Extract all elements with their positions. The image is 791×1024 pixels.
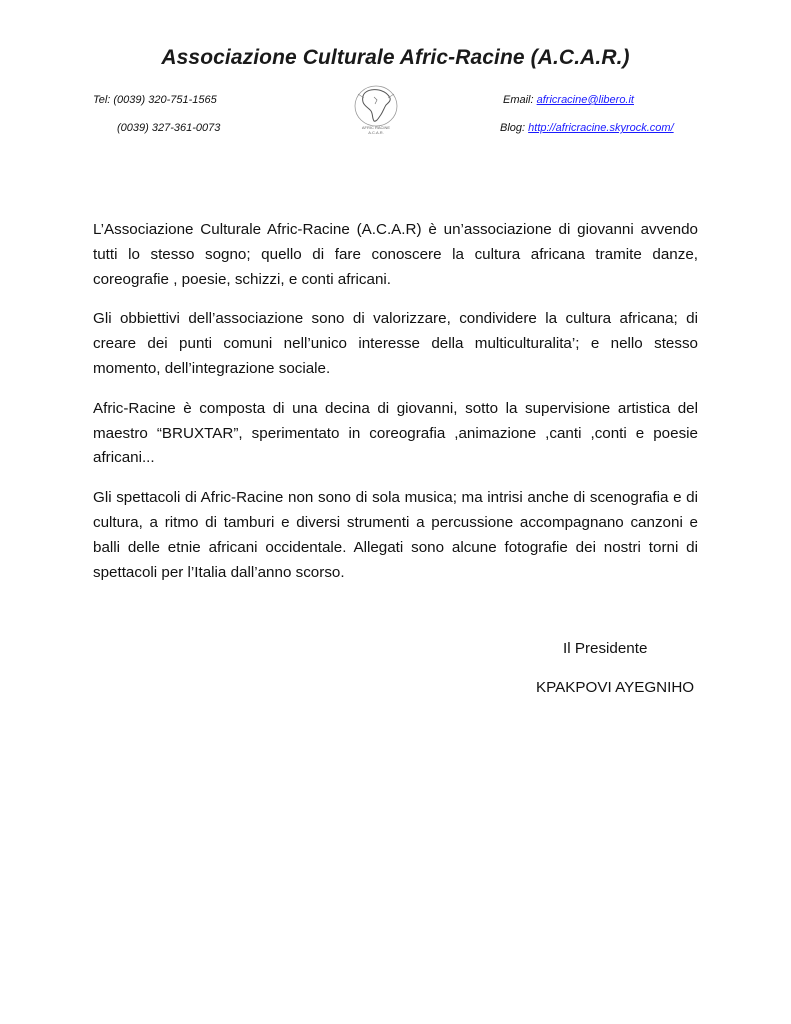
africa-logo-icon	[350, 80, 402, 136]
blog-line	[500, 122, 674, 134]
phone-number-2: (0039) 327-361-0073	[117, 122, 221, 134]
email-label: Email:	[503, 94, 537, 106]
signature-name: KPAKPOVI AYEGNIHO	[536, 679, 695, 696]
paragraph-3: Afric-Racine è composta di una decina di giovanni, sotto la supervisione artistica del maestro “BRUXTAR”, sperimentato in coreografia ,animazione ,canti ,conti e poesie africani...	[93, 399, 698, 467]
svg-text:A.C.A.R.: A.C.A.R.	[368, 130, 384, 135]
email-link[interactable]: africracine@libero.it	[536, 94, 634, 106]
blog-link[interactable]: http://africracine.skyrock.com/	[528, 122, 674, 134]
email-line	[503, 94, 634, 106]
phone-number-1: Tel: (0039) 320-751-1565	[93, 94, 217, 106]
paragraph-4: Gli spettacoli di Afric-Racine non sono di sola musica; ma intrisi anche di scenografia e di cultura, a ritmo di tamburi e diversi strumenti a percussione accompagnano canzoni e balli delle etnie africani occidentale. Allegati sono alcune fotografie dei nostri torni di spettacoli per l’Italia dall’anno scorso.	[93, 489, 698, 581]
paragraph-1: L’Associazione Culturale Afric-Racine (A.C.A.R) è un’associazione di giovanni avvendo tutti lo stesso sogno; quello di fare conoscere la cultura africana tramite danze, coreografie , poesie, schizzi, e conti africani.	[93, 221, 698, 288]
signature-role: Il Presidente	[563, 640, 648, 657]
blog-label: Blog:	[500, 122, 529, 134]
document-title: Associazione Culturale Afric-Racine (A.C.A.R.)	[161, 46, 630, 69]
paragraph-2: Gli obbiettivi dell’associazione sono di valorizzare, condividere la cultura africana; di creare dei punti comuni nell’unico interesse della multiculturalita’; e nello stesso momento, dell’integrazione sociale.	[93, 310, 698, 377]
document-body	[93, 218, 698, 600]
svg-text:AFRIC RACINE: AFRIC RACINE	[361, 125, 391, 130]
